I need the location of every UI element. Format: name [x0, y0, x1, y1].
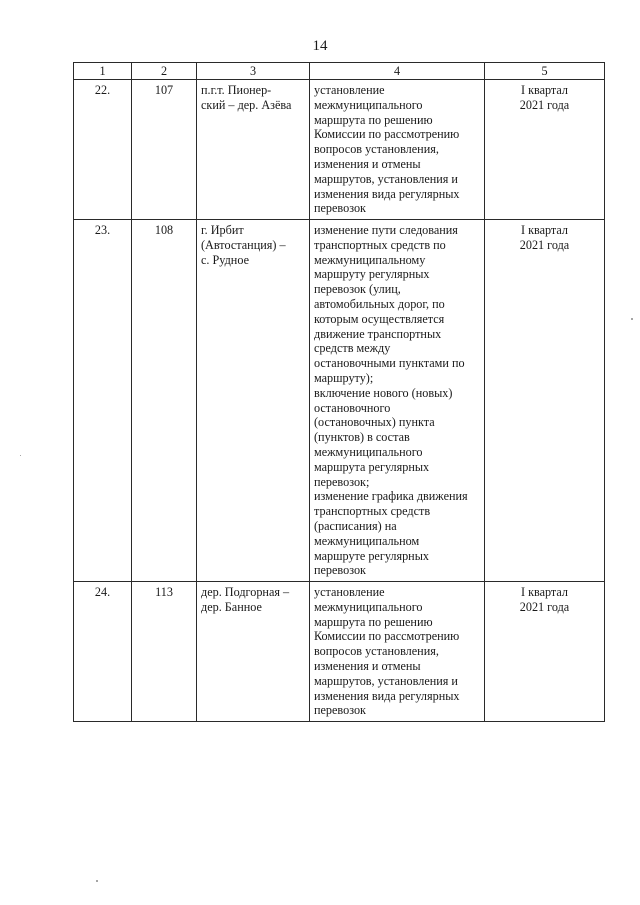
cell-text-line: (остановочных) пункта	[314, 415, 435, 430]
cell-text-line: перевозок	[314, 703, 366, 718]
route-name	[197, 220, 310, 582]
change-description	[310, 80, 485, 220]
column-header: 3	[197, 63, 310, 80]
cell-text-line: вопросов установления,	[314, 142, 439, 157]
cell-text-line: межмуниципального	[314, 599, 423, 614]
cell-text-line: остановочного	[314, 400, 391, 415]
cell-text-line: Комиссии по рассмотрению	[314, 629, 460, 644]
cell-text-line: вопросов установления,	[314, 644, 439, 659]
row-number: 24.	[74, 582, 132, 722]
cell-text-line: перевозок	[314, 563, 366, 578]
cell-text-line: маршрута по решению	[314, 112, 433, 127]
cell-text-line: включение нового (новых)	[314, 385, 453, 400]
table-row	[74, 220, 605, 582]
cell-text-line: изменения вида регулярных	[314, 688, 460, 703]
cell-text-line: дер. Подгорная –	[201, 585, 290, 599]
route-number: 107	[132, 80, 197, 220]
table-row	[74, 582, 605, 722]
cell-text-line: изменение графика движения	[314, 489, 468, 504]
cell-text-line: маршрутов, установления и	[314, 171, 458, 186]
cell-text-line: маршрутов, установления и	[314, 673, 458, 688]
cell-text-line: средств между	[314, 341, 391, 356]
routes-table	[73, 62, 605, 722]
row-number: 23.	[74, 220, 132, 582]
route-number: 113	[132, 582, 197, 722]
page-number: 14	[312, 38, 328, 54]
cell-text-line: межмуниципальному	[314, 252, 426, 267]
cell-text-line: г. Ирбит	[201, 223, 244, 237]
cell-text-line: остановочными пунктами по	[314, 356, 465, 371]
cell-text-line: Комиссии по рассмотрению	[314, 127, 460, 142]
table-header-row	[74, 63, 605, 80]
column-header: 4	[310, 63, 485, 80]
cell-text-line: I квартал	[520, 223, 569, 237]
cell-text-line: дер. Банное	[201, 599, 262, 614]
cell-text-line: п.г.т. Пионер-	[201, 83, 272, 97]
cell-text-line: изменения и отмены	[314, 156, 421, 171]
scan-speck	[631, 318, 633, 320]
cell-text-line: межмуниципального	[314, 444, 423, 459]
cell-text-line: 2021 года	[519, 599, 570, 614]
cell-text-line: 2021 года	[519, 237, 570, 252]
cell-text-line: которым осуществляется	[314, 311, 445, 326]
cell-text-line: транспортных средств по	[314, 237, 446, 252]
cell-text-line: движение транспортных	[314, 326, 442, 341]
column-header: 5	[485, 63, 605, 80]
cell-text-line: изменения вида регулярных	[314, 186, 460, 201]
cell-text-line: перевозок;	[314, 474, 370, 489]
implementation-period	[485, 80, 605, 220]
route-number: 108	[132, 220, 197, 582]
cell-text-line: установление	[314, 83, 385, 97]
cell-text-line: автомобильных дорог, по	[314, 296, 445, 311]
cell-text-line: ский – дер. Азёва	[201, 97, 292, 112]
cell-text-line: изменения и отмены	[314, 658, 421, 673]
cell-text-line: I квартал	[520, 585, 569, 599]
cell-text-line: 2021 года	[519, 97, 570, 112]
cell-text-line: с. Рудное	[201, 252, 249, 267]
cell-text-line: маршрута регулярных	[314, 459, 430, 474]
column-header: 1	[74, 63, 132, 80]
cell-text-line: маршруту регулярных	[314, 267, 430, 282]
route-name	[197, 582, 310, 722]
cell-text-line: установление	[314, 585, 385, 599]
cell-text-line: перевозок	[314, 201, 366, 216]
implementation-period	[485, 220, 605, 582]
table-row	[74, 80, 605, 220]
change-description	[310, 582, 485, 722]
cell-text-line: межмуниципального	[314, 97, 423, 112]
cell-text-line: транспортных средств	[314, 504, 431, 519]
cell-text-line: (пунктов) в состав	[314, 430, 410, 445]
cell-text-line: изменение пути следования	[314, 223, 458, 237]
scan-speck	[20, 455, 21, 456]
cell-text-line: (расписания) на	[314, 518, 397, 533]
implementation-period	[485, 582, 605, 722]
column-header: 2	[132, 63, 197, 80]
cell-text-line: перевозок (улиц,	[314, 282, 401, 297]
row-number: 22.	[74, 80, 132, 220]
cell-text-line: (Автостанция) –	[201, 237, 286, 252]
cell-text-line: маршрута по решению	[314, 614, 433, 629]
scan-speck	[96, 880, 98, 882]
change-description	[310, 220, 485, 582]
cell-text-line: маршруте регулярных	[314, 548, 429, 563]
route-name	[197, 80, 310, 220]
cell-text-line: межмуниципальном	[314, 533, 420, 548]
cell-text-line: I квартал	[520, 83, 569, 97]
cell-text-line: маршруту);	[314, 370, 374, 385]
